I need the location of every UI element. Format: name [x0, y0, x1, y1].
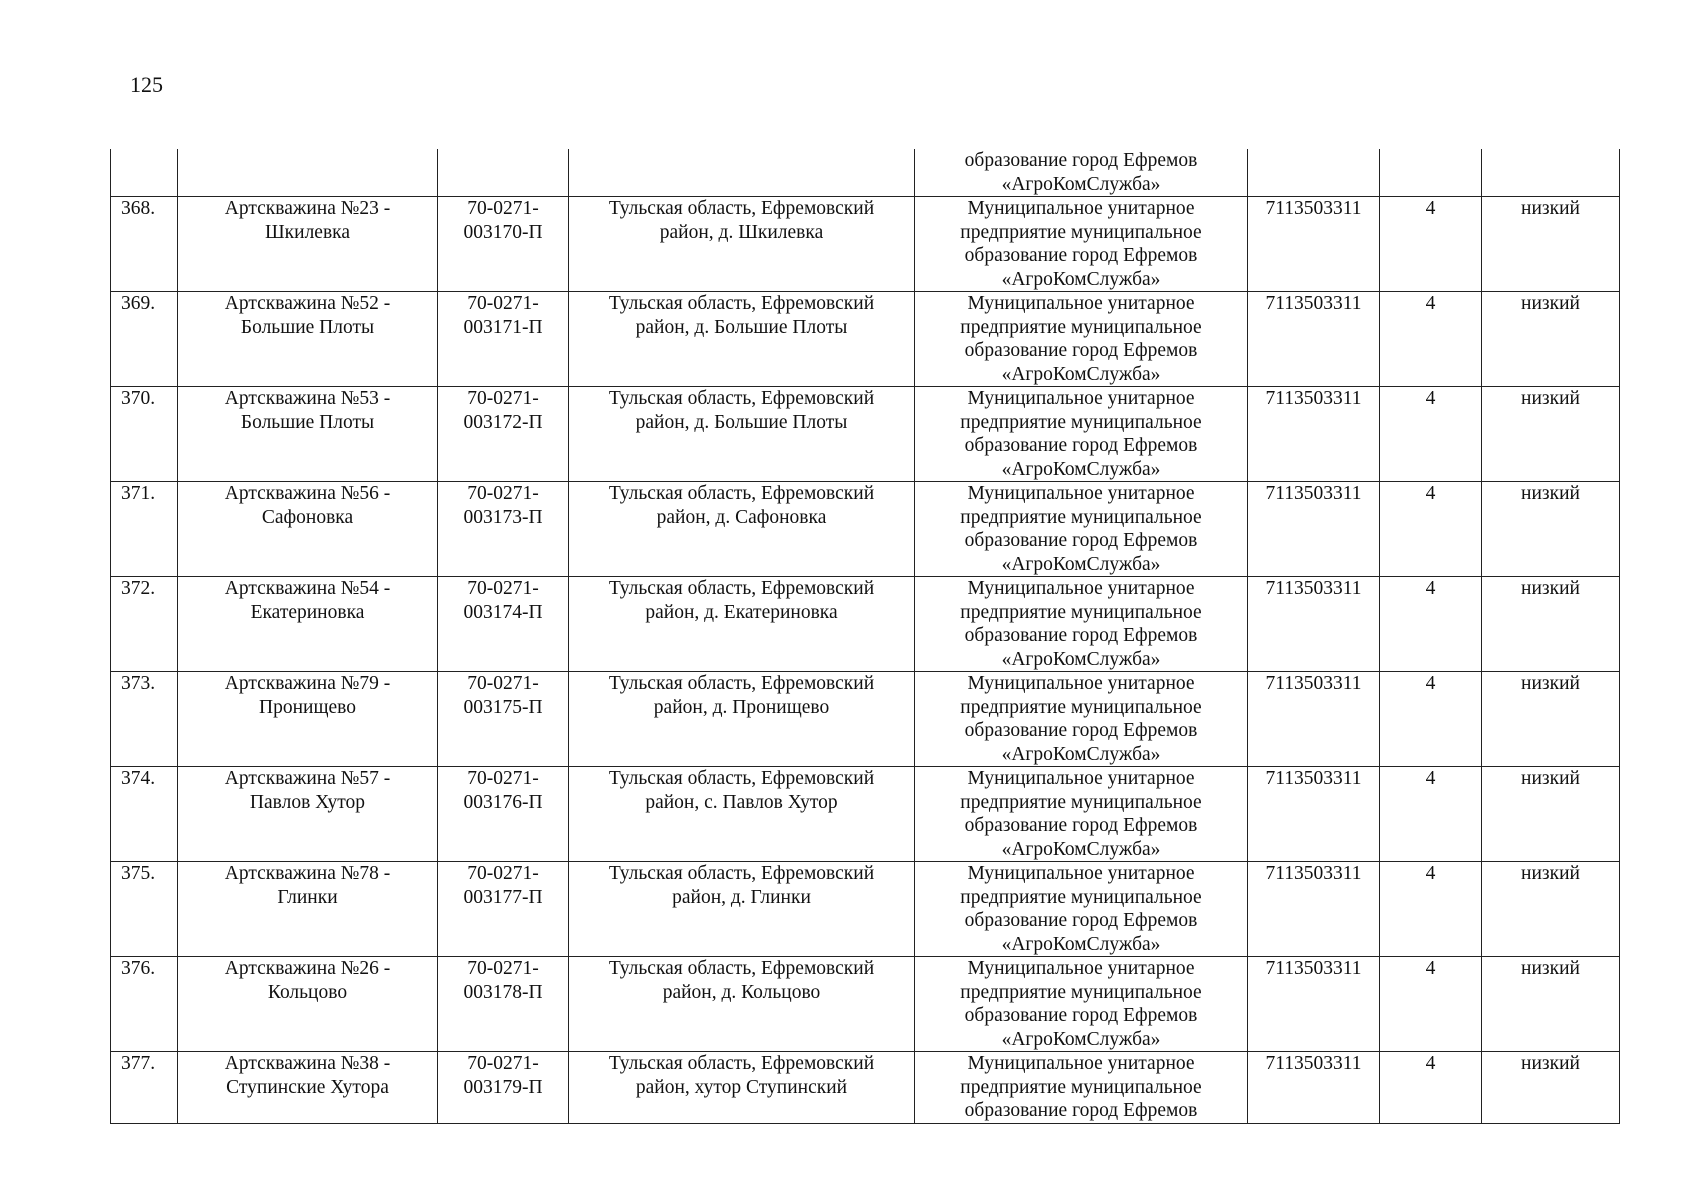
- cell-owner-line: Муниципальное унитарное: [967, 1053, 1195, 1074]
- cell-address-line: Тульская область, Ефремовский: [608, 958, 875, 979]
- cell-code-line: 70-0271-: [467, 863, 539, 884]
- cell-owner-line: образование город Ефремов: [964, 910, 1198, 931]
- cell-category: 4: [1380, 1052, 1482, 1124]
- cell-owner-line: образование город Ефремов: [964, 340, 1198, 361]
- cell-code-line: 70-0271-: [467, 388, 539, 409]
- cell-address-line: район, хутор Ступинский: [635, 1076, 848, 1098]
- cell-num: 373.: [111, 672, 178, 767]
- cell-owner-line: предприятие муниципальное: [960, 506, 1202, 528]
- cell-address-line: район, д. Кольцово: [662, 981, 821, 1003]
- cell-name-line: Артскважина №38 -: [224, 1053, 391, 1074]
- cell-owner: [915, 1052, 1248, 1124]
- cell-code: [438, 1052, 569, 1124]
- cell-owner-line: «АгроКомСлужба»: [1001, 648, 1161, 670]
- cell-owner-line: предприятие муниципальное: [960, 221, 1202, 243]
- cell-owner-line: Муниципальное унитарное: [967, 293, 1195, 314]
- cell-num: 377.: [111, 1052, 178, 1124]
- cell-code-line: 003171-П: [463, 316, 543, 338]
- cell-code: [438, 577, 569, 672]
- cell-num: 376.: [111, 957, 178, 1052]
- table-row: [111, 577, 1620, 672]
- cell-code-line: 003172-П: [463, 411, 543, 433]
- cell-owner-line: Муниципальное унитарное: [967, 388, 1195, 409]
- cell-name-line: Павлов Хутор: [249, 791, 366, 813]
- cell-code-line: 70-0271-: [467, 958, 539, 979]
- cell-num: 374.: [111, 767, 178, 862]
- cell-num: 370.: [111, 387, 178, 482]
- cell-code: [438, 387, 569, 482]
- cell-address-line: Тульская область, Ефремовский: [608, 293, 875, 314]
- cell-name: [178, 387, 438, 482]
- cell-owner-line: «АгроКомСлужба»: [1001, 553, 1161, 575]
- cell-address: [569, 672, 915, 767]
- table-body: [111, 149, 1620, 1123]
- cell-owner-line: образование город Ефремов: [964, 720, 1198, 741]
- cell-owner-line: предприятие муниципальное: [960, 791, 1202, 813]
- cell-owner-line: «АгроКомСлужба»: [1001, 1028, 1161, 1050]
- table-row: [111, 957, 1620, 1052]
- cell-owner-line: Муниципальное унитарное: [967, 673, 1195, 694]
- cell-address: [569, 577, 915, 672]
- cell-inn: 7113503311: [1248, 292, 1380, 387]
- cell-category: 4: [1380, 957, 1482, 1052]
- cell-num: 369.: [111, 292, 178, 387]
- cell-address-line: район, д. Большие Плоты: [635, 411, 848, 433]
- cell-code-line: 003175-П: [463, 696, 543, 718]
- cell-category: 4: [1380, 767, 1482, 862]
- cell-category: 4: [1380, 197, 1482, 292]
- continuation-row: [111, 149, 1620, 197]
- cell-name-line: Екатериновка: [250, 601, 365, 623]
- cell-address-line: Тульская область, Ефремовский: [608, 388, 875, 409]
- table-row: [111, 197, 1620, 292]
- cell-code-line: 70-0271-: [467, 578, 539, 599]
- cell-name: [178, 292, 438, 387]
- cell-address-line: район, с. Павлов Хутор: [645, 791, 838, 813]
- cell-num: 375.: [111, 862, 178, 957]
- cell-address-line: Тульская область, Ефремовский: [608, 483, 875, 504]
- table-row: [111, 292, 1620, 387]
- cell-code-line: 70-0271-: [467, 1053, 539, 1074]
- cell-name-line: Артскважина №26 -: [224, 958, 391, 979]
- cell-inn: [1248, 149, 1380, 197]
- cell-inn: 7113503311: [1248, 672, 1380, 767]
- cell-code-line: 003170-П: [463, 221, 543, 243]
- cell-name: [178, 577, 438, 672]
- cell-name: [178, 149, 438, 197]
- cell-category: 4: [1380, 862, 1482, 957]
- cell-name-line: Артскважина №23 -: [224, 198, 391, 219]
- cell-num: 372.: [111, 577, 178, 672]
- cell-address-line: Тульская область, Ефремовский: [608, 863, 875, 884]
- cell-owner-line: образование город Ефремов: [964, 625, 1198, 646]
- cell-risk: низкий: [1482, 672, 1620, 767]
- cell-owner: [915, 767, 1248, 862]
- cell-code-line: 70-0271-: [467, 293, 539, 314]
- cell-owner-line: образование город Ефремов: [964, 1005, 1198, 1026]
- cell-owner-line: Муниципальное унитарное: [967, 483, 1195, 504]
- table-row: [111, 482, 1620, 577]
- cell-owner-line: предприятие муниципальное: [960, 1076, 1202, 1098]
- cell-name-line: Артскважина №54 -: [224, 578, 391, 599]
- cell-name-line: Шкилевка: [264, 221, 350, 243]
- cell-address: [569, 767, 915, 862]
- cell-owner: [915, 862, 1248, 957]
- cell-owner: [915, 957, 1248, 1052]
- cell-risk: низкий: [1482, 767, 1620, 862]
- cell-name-line: Артскважина №57 -: [224, 768, 391, 789]
- cell-inn: 7113503311: [1248, 197, 1380, 292]
- cell-address-line: район, д. Большие Плоты: [635, 316, 848, 338]
- cell-risk: [1482, 149, 1620, 197]
- cell-address-line: район, д. Глинки: [672, 886, 811, 908]
- cell-name-line: Кольцово: [267, 981, 348, 1003]
- cell-code-line: 003177-П: [463, 886, 543, 908]
- cell-code: [438, 672, 569, 767]
- cell-address-line: Тульская область, Ефремовский: [608, 768, 875, 789]
- table-row: [111, 1052, 1620, 1124]
- cell-code: [438, 482, 569, 577]
- cell-inn: 7113503311: [1248, 387, 1380, 482]
- owner-line: «АгроКомСлужба»: [1001, 173, 1161, 195]
- cell-code-line: 70-0271-: [467, 198, 539, 219]
- cell-owner-line: Муниципальное унитарное: [967, 768, 1195, 789]
- cell-name-line: Артскважина №52 -: [224, 293, 391, 314]
- cell-category: [1380, 149, 1482, 197]
- cell-owner-line: образование город Ефремов: [964, 1100, 1198, 1121]
- cell-num: 371.: [111, 482, 178, 577]
- cell-owner: [915, 672, 1248, 767]
- cell-risk: низкий: [1482, 197, 1620, 292]
- cell-address: [569, 957, 915, 1052]
- cell-name-line: Сафоновка: [261, 506, 354, 528]
- cell-owner-line: Муниципальное унитарное: [967, 863, 1195, 884]
- cell-name-line: Глинки: [277, 886, 338, 908]
- cell-owner-line: предприятие муниципальное: [960, 886, 1202, 908]
- cell-code-line: 003178-П: [463, 981, 543, 1003]
- cell-owner-line: предприятие муниципальное: [960, 696, 1202, 718]
- cell-owner-line: предприятие муниципальное: [960, 411, 1202, 433]
- cell-address-line: Тульская область, Ефремовский: [608, 578, 875, 599]
- cell-category: 4: [1380, 482, 1482, 577]
- cell-name-line: Ступинские Хутора: [226, 1076, 389, 1098]
- cell-inn: 7113503311: [1248, 1052, 1380, 1124]
- cell-code-line: 70-0271-: [467, 483, 539, 504]
- cell-code: [438, 767, 569, 862]
- cell-owner-line: Муниципальное унитарное: [967, 198, 1195, 219]
- cell-address-line: район, д. Пронищево: [653, 696, 830, 718]
- cell-address: [569, 1052, 915, 1124]
- cell-inn: 7113503311: [1248, 862, 1380, 957]
- cell-owner: [915, 197, 1248, 292]
- cell-owner: [915, 149, 1248, 197]
- cell-code: [438, 149, 569, 197]
- cell-code: [438, 292, 569, 387]
- cell-code: [438, 197, 569, 292]
- cell-code: [438, 862, 569, 957]
- cell-name: [178, 767, 438, 862]
- cell-address-line: район, д. Шкилевка: [659, 221, 824, 243]
- cell-address-line: район, д. Сафоновка: [656, 506, 827, 528]
- cell-address-line: Тульская область, Ефремовский: [608, 673, 875, 694]
- cell-code-line: 70-0271-: [467, 768, 539, 789]
- cell-address-line: Тульская область, Ефремовский: [608, 1053, 875, 1074]
- cell-risk: низкий: [1482, 482, 1620, 577]
- cell-inn: 7113503311: [1248, 577, 1380, 672]
- cell-name-line: Большие Плоты: [240, 316, 375, 338]
- cell-address: [569, 292, 915, 387]
- cell-owner-line: «АгроКомСлужба»: [1001, 933, 1161, 955]
- cell-owner-line: образование город Ефремов: [964, 245, 1198, 266]
- cell-address: [569, 482, 915, 577]
- cell-owner-line: Муниципальное унитарное: [967, 958, 1195, 979]
- cell-category: 4: [1380, 292, 1482, 387]
- cell-code-line: 70-0271-: [467, 673, 539, 694]
- cell-name-line: Артскважина №79 -: [224, 673, 391, 694]
- cell-owner-line: «АгроКомСлужба»: [1001, 268, 1161, 290]
- table-row: [111, 862, 1620, 957]
- table-row: [111, 767, 1620, 862]
- cell-risk: низкий: [1482, 862, 1620, 957]
- cell-name-line: Артскважина №56 -: [224, 483, 391, 504]
- cell-owner-line: «АгроКомСлужба»: [1001, 838, 1161, 860]
- cell-name-line: Пронищево: [259, 696, 356, 718]
- cell-category: 4: [1380, 387, 1482, 482]
- objects-table: [110, 149, 1620, 1124]
- cell-owner: [915, 577, 1248, 672]
- page-number: 125: [130, 72, 163, 97]
- cell-code: [438, 957, 569, 1052]
- owner-line: образование город Ефремов: [964, 150, 1198, 171]
- cell-code-line: 003179-П: [463, 1076, 543, 1098]
- cell-inn: 7113503311: [1248, 957, 1380, 1052]
- cell-num: [111, 149, 178, 197]
- table-row: [111, 387, 1620, 482]
- cell-owner-line: предприятие муниципальное: [960, 601, 1202, 623]
- cell-owner-line: «АгроКомСлужба»: [1001, 363, 1161, 385]
- cell-name: [178, 862, 438, 957]
- cell-risk: низкий: [1482, 577, 1620, 672]
- cell-inn: 7113503311: [1248, 767, 1380, 862]
- cell-name: [178, 197, 438, 292]
- cell-address: [569, 149, 915, 197]
- cell-address: [569, 197, 915, 292]
- cell-name: [178, 957, 438, 1052]
- cell-address-line: район, д. Екатериновка: [645, 601, 838, 623]
- cell-name-line: Большие Плоты: [240, 411, 375, 433]
- cell-inn: 7113503311: [1248, 482, 1380, 577]
- cell-owner-line: образование город Ефремов: [964, 815, 1198, 836]
- cell-owner: [915, 387, 1248, 482]
- cell-num: 368.: [111, 197, 178, 292]
- cell-code-line: 003173-П: [463, 506, 543, 528]
- cell-name-line: Артскважина №53 -: [224, 388, 391, 409]
- cell-owner-line: Муниципальное унитарное: [967, 578, 1195, 599]
- cell-owner: [915, 292, 1248, 387]
- cell-address-line: Тульская область, Ефремовский: [608, 198, 875, 219]
- cell-name: [178, 672, 438, 767]
- table-row: [111, 672, 1620, 767]
- cell-code-line: 003176-П: [463, 791, 543, 813]
- cell-risk: низкий: [1482, 387, 1620, 482]
- cell-address: [569, 862, 915, 957]
- cell-category: 4: [1380, 577, 1482, 672]
- cell-owner-line: «АгроКомСлужба»: [1001, 743, 1161, 765]
- cell-owner-line: образование город Ефремов: [964, 530, 1198, 551]
- cell-name-line: Артскважина №78 -: [224, 863, 391, 884]
- cell-owner-line: предприятие муниципальное: [960, 316, 1202, 338]
- cell-owner-line: образование город Ефремов: [964, 435, 1198, 456]
- cell-owner-line: предприятие муниципальное: [960, 981, 1202, 1003]
- cell-risk: низкий: [1482, 1052, 1620, 1124]
- cell-category: 4: [1380, 672, 1482, 767]
- cell-name: [178, 1052, 438, 1124]
- cell-code-line: 003174-П: [463, 601, 543, 623]
- cell-name: [178, 482, 438, 577]
- cell-risk: низкий: [1482, 957, 1620, 1052]
- cell-risk: низкий: [1482, 292, 1620, 387]
- cell-address: [569, 387, 915, 482]
- cell-owner: [915, 482, 1248, 577]
- cell-owner-line: «АгроКомСлужба»: [1001, 458, 1161, 480]
